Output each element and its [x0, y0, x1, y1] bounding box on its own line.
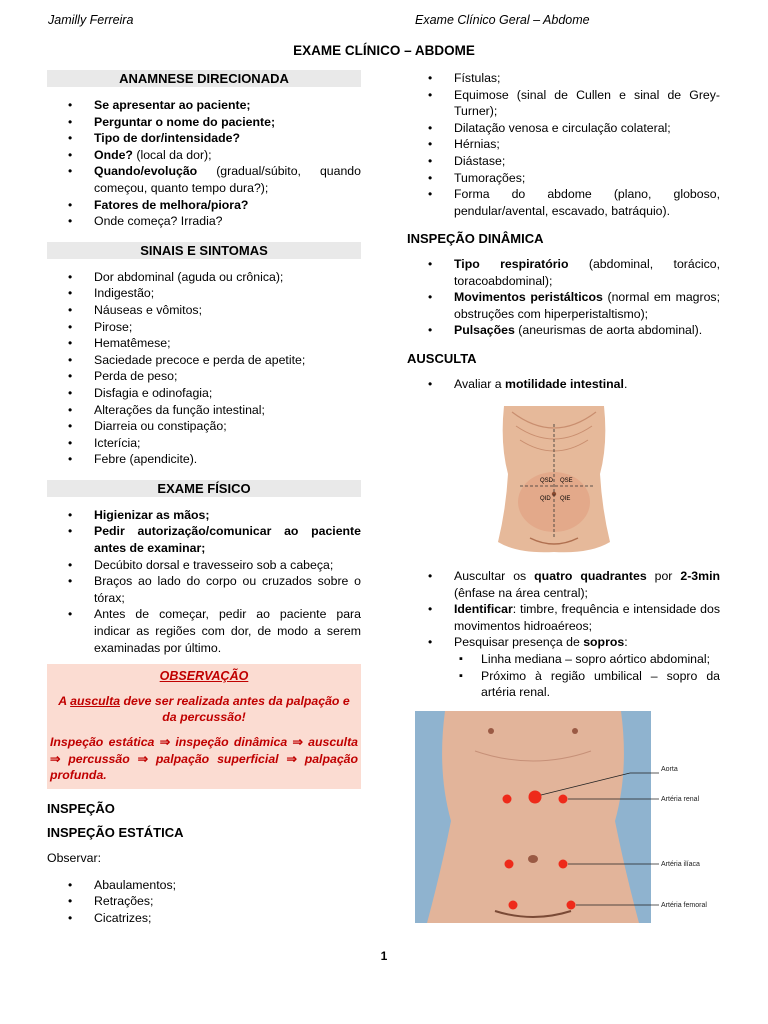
list-item: • Decúbito dorsal e travesseiro sob a cabeça;: [47, 557, 361, 574]
quadrant-label: QSE: [560, 478, 573, 485]
list-item: • Pesquisar presença de sopros: ▪ Linha mediana – sopro aórtico abdominal; ▪ Próximo à região umbilical – sopro da artéria renal.: [407, 634, 720, 700]
sinais-list: [47, 269, 361, 468]
list-item: • Diástase;: [407, 153, 720, 170]
list-item: • Tumorações;: [407, 170, 720, 187]
list-item: • Fatores de melhora/piora?: [47, 197, 361, 214]
sopros-sublist: [454, 651, 720, 701]
exame-list: [47, 507, 361, 656]
list-item: • Onde? (local da dor);: [47, 147, 361, 164]
inspecao-list-left: [47, 877, 361, 927]
list-item: • Se apresentar ao paciente;: [47, 97, 361, 114]
list-item: • Onde começa? Irradia?: [47, 213, 361, 230]
list-item: • Dor abdominal (aguda ou crônica);: [47, 269, 361, 286]
section-inspecao-heading: INSPEÇÃO: [47, 800, 115, 816]
list-item: • Hematêmese;: [47, 335, 361, 352]
list-item: • Diarreia ou constipação;: [47, 418, 361, 435]
observation-box: [47, 664, 361, 789]
list-item: • Movimentos peristálticos (normal em magros; obstruções com hiperperistaltismo);: [407, 289, 720, 322]
list-item: • Abaulamentos;: [47, 877, 361, 894]
list-item: • Fístulas;: [407, 70, 720, 87]
quadrant-label: QIE: [560, 496, 571, 503]
observar-label: Observar:: [47, 850, 101, 865]
ausculta-list-2: [407, 568, 720, 701]
list-item: • Perguntar o nome do paciente;: [47, 114, 361, 131]
list-item: • Alterações da função intestinal;: [47, 402, 361, 419]
list-item: • Identificar: timbre, frequência e intensidade dos movimentos hidroaéreos;: [407, 601, 720, 634]
list-item: • Icterícia;: [47, 435, 361, 452]
list-item: • Auscultar os quatro quadrantes por 2-3min (ênfase na área central);: [407, 568, 720, 601]
page-title: EXAME CLÍNICO – ABDOME: [293, 43, 475, 58]
list-item: • Tipo de dor/intensidade?: [47, 130, 361, 147]
section-dinamica-heading: INSPEÇÃO DINÂMICA: [407, 231, 544, 247]
list-item: • Saciedade precoce e perda de apetite;: [47, 352, 361, 369]
observation-note: A ausculta deve ser realizada antes da palpação e da percussão!: [58, 693, 350, 725]
section-ausculta-heading: AUSCULTA: [407, 350, 477, 366]
list-item: • Perda de peso;: [47, 368, 361, 385]
list-item: • Hérnias;: [407, 136, 720, 153]
list-item: • Quando/evolução (gradual/súbito, quando começou, quanto tempo dura?);: [47, 163, 361, 196]
auscultation-points-illustration: [415, 711, 715, 923]
ausculta-list-1: [407, 376, 720, 393]
abdomen-quadrants-image: [490, 404, 618, 554]
header-course: Exame Clínico Geral – Abdome: [415, 13, 590, 27]
section-sinais-heading: SINAIS E SINTOMAS: [47, 242, 361, 259]
section-inspecao-estatica-heading: INSPEÇÃO ESTÁTICA: [47, 825, 184, 841]
section-anamnese-heading: ANAMNESE DIRECIONADA: [47, 70, 361, 87]
list-item: • Braços ao lado do corpo ou cruzados sobre o tórax;: [47, 573, 361, 606]
list-item: • Febre (apendicite).: [47, 451, 361, 468]
page-number: 1: [380, 949, 388, 963]
list-item: • Forma do abdome (plano, globoso, pendular/avental, escavado, batráquio).: [407, 186, 720, 219]
dinamica-list: [407, 256, 720, 339]
artery-label: Artéria renal: [661, 795, 700, 803]
list-item: • Indigestão;: [47, 285, 361, 302]
artery-label: Aorta: [661, 765, 678, 773]
artery-label: Artéria ilíaca: [661, 860, 700, 868]
list-item: • Náuseas e vômitos;: [47, 302, 361, 319]
list-item: • Pirose;: [47, 319, 361, 336]
list-item: • Equimose (sinal de Cullen e sinal de Grey-Turner);: [407, 87, 720, 120]
abdomen-quadrants-illustration: [490, 404, 618, 554]
list-item: • Antes de começar, pedir ao paciente para indicar as regiões com dor, de modo a serem examinadas por último.: [47, 606, 361, 656]
observation-title: OBSERVAÇÃO: [159, 669, 249, 684]
quadrant-label: QSD: [540, 478, 554, 485]
list-item: • Pulsações (aneurismas de aorta abdominal).: [407, 322, 720, 339]
inspecao-list-right: [407, 70, 720, 219]
left-column: [47, 70, 361, 926]
auscultation-points-image: [415, 711, 715, 923]
section-exame-heading: EXAME FÍSICO: [47, 480, 361, 497]
list-item: • Cicatrizes;: [47, 910, 361, 927]
header-author: Jamilly Ferreira: [48, 13, 134, 27]
list-item: • Pedir autorização/comunicar ao paciente antes de examinar;: [47, 523, 361, 556]
list-item: ▪ Linha mediana – sopro aórtico abdominal;: [454, 651, 720, 668]
list-item: • Retrações;: [47, 893, 361, 910]
observation-sequence: Inspeção estática ⇒ inspeção dinâmica ⇒ ausculta ⇒ percussão ⇒ palpação superficial ⇒ palpação profunda.: [50, 735, 359, 783]
list-item: • Higienizar as mãos;: [47, 507, 361, 524]
list-item: • Dilatação venosa e circulação colateral;: [407, 120, 720, 137]
list-item: ▪ Próximo à região umbilical – sopro da artéria renal.: [454, 668, 720, 701]
list-item: • Tipo respiratório (abdominal, torácico, toracoabdominal);: [407, 256, 720, 289]
list-item: • Avaliar a motilidade intestinal.: [407, 376, 720, 393]
quadrant-label: QID: [540, 496, 551, 503]
list-item: • Disfagia e odinofagia;: [47, 385, 361, 402]
anamnese-list: [47, 97, 361, 230]
artery-label: Artéria femoral: [661, 901, 707, 909]
right-column: [407, 70, 720, 923]
